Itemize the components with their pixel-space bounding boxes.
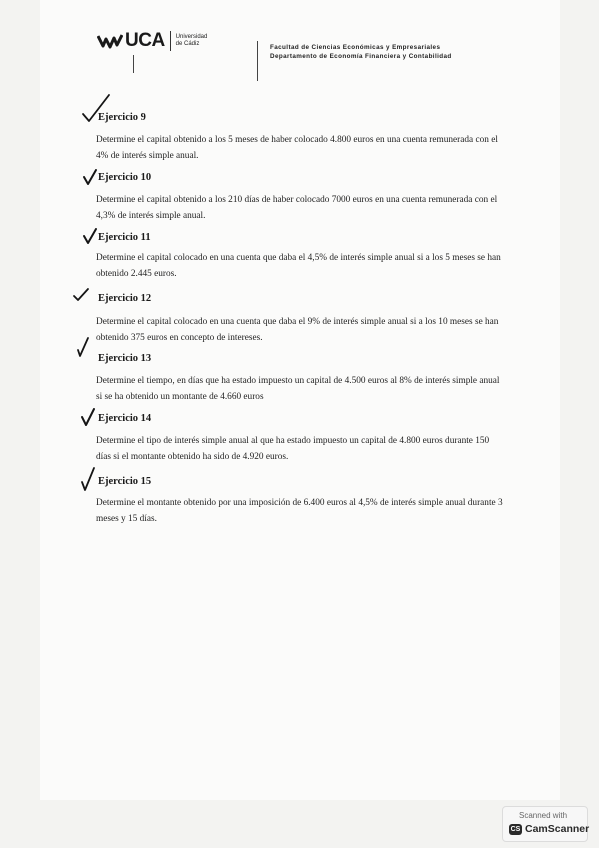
header-divider bbox=[133, 55, 134, 73]
camscanner-logo-icon: CS bbox=[510, 826, 521, 833]
uca-logo-mark-icon bbox=[97, 32, 123, 50]
logo-text: UCA bbox=[125, 30, 165, 51]
faculty-heading bbox=[270, 43, 452, 61]
handwritten-check-icon bbox=[82, 227, 98, 245]
logo-sub-line2: de Cádiz bbox=[175, 41, 200, 47]
exercise-text: Determine el capital obtenido a los 5 meses de haber colocado 4.800 euros en una cuenta remunerada con el 4% de interés simple anual. bbox=[96, 135, 498, 161]
logo-subtitle bbox=[176, 34, 208, 48]
exercise-text: Determine el capital colocado en una cuenta que daba el 4,5% de interés simple anual si a los 5 meses se han obtenido 2.445 euros. bbox=[96, 253, 501, 279]
exercise-title: Ejercicio 15 bbox=[98, 476, 152, 487]
faculty-name: Facultad de Ciencias Económicas y Empresariales bbox=[270, 44, 441, 51]
exercise-text: Determine el montante obtenido por una imposición de 6.400 euros al 4,5% de interés simple anual durante 3 meses y 15 días. bbox=[96, 498, 503, 524]
handwritten-check-icon bbox=[82, 168, 98, 186]
handwritten-check-icon bbox=[80, 466, 96, 492]
exercise-title: Ejercicio 11 bbox=[98, 232, 151, 243]
exercise-text: Determine el tiempo, en días que ha estado impuesto un capital de 4.500 euros al 8% de interés simple anual si se ha obtenido un montante de 4.660 euros bbox=[96, 376, 500, 402]
exercise-title: Ejercicio 12 bbox=[98, 293, 152, 304]
handwritten-check-icon bbox=[76, 336, 90, 358]
university-logo bbox=[97, 30, 207, 52]
exercise-title: Ejercicio 9 bbox=[98, 112, 146, 123]
watermark-brand: CamScanner bbox=[525, 823, 590, 835]
department-name: Departamento de Economía Financiera y Contabilidad bbox=[270, 53, 452, 60]
exercise-text: Determine el tipo de interés simple anual al que ha estado impuesto un capital de 4.800 euros durante 150 días si el montante obtenido ha sido de 4.920 euros. bbox=[96, 436, 490, 462]
exercise-title: Ejercicio 10 bbox=[98, 172, 152, 183]
logo-divider bbox=[170, 31, 171, 51]
camscanner-watermark bbox=[502, 806, 588, 842]
exercise-text: Determine el capital colocado en una cuenta que daba el 9% de interés simple anual si a los 10 meses se han obtenido 375 euros en concepto de intereses. bbox=[96, 317, 499, 343]
logo-sub-line1: Universidad bbox=[175, 34, 208, 40]
handwritten-check-icon bbox=[80, 407, 96, 427]
header-divider bbox=[257, 41, 258, 81]
exercise-title: Ejercicio 14 bbox=[98, 413, 152, 424]
exercise-title: Ejercicio 13 bbox=[98, 353, 152, 364]
handwritten-check-icon bbox=[72, 287, 90, 303]
exercise-text: Determine el capital obtenido a los 210 días de haber colocado 7000 euros en una cuenta remunerada con el 4,3% de interés simple anual. bbox=[96, 195, 498, 221]
watermark-caption: Scanned with bbox=[519, 811, 568, 820]
